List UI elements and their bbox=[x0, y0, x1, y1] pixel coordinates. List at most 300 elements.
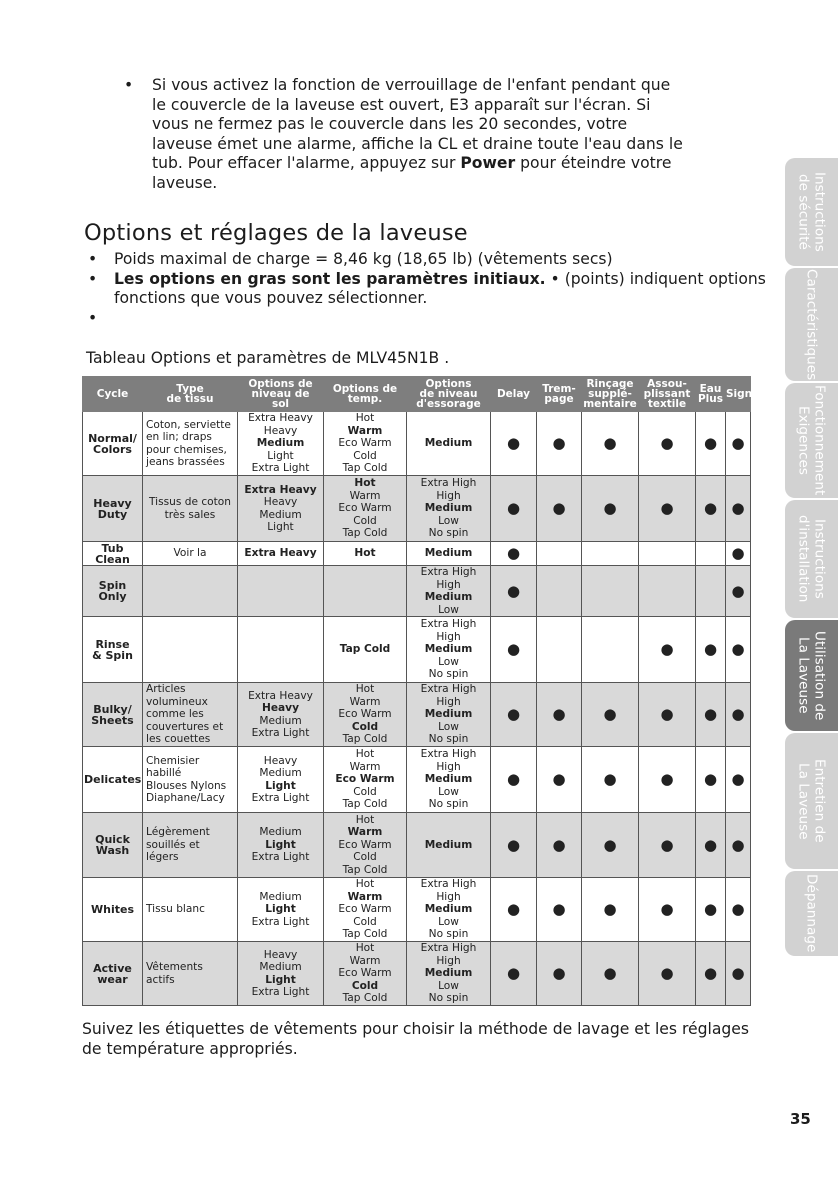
table-row bbox=[83, 617, 751, 683]
available-dot-icon: ● bbox=[731, 964, 745, 983]
side-tab-label: Dépannage bbox=[803, 874, 820, 953]
fabric-type bbox=[143, 566, 238, 617]
available-dot-icon: ● bbox=[703, 434, 718, 453]
available-dot-icon: ● bbox=[603, 705, 617, 724]
temperature-value: Hot bbox=[355, 683, 375, 696]
available-dot-icon: ● bbox=[731, 544, 745, 563]
available-dot-icon: ● bbox=[552, 705, 566, 724]
fabric-type-line: Coton, serviette bbox=[146, 418, 231, 431]
soil-level-value: Heavy bbox=[263, 496, 298, 508]
water-plus-cell bbox=[696, 683, 726, 747]
spec-empty bbox=[86, 309, 766, 329]
soil-level-value: Medium bbox=[259, 508, 302, 521]
defaults-rest-text: • (points) indiquent options fonctions que vous pouvez sélectionner. bbox=[114, 269, 766, 307]
fabric-type-line: Voir la bbox=[173, 547, 207, 560]
temperature-value: Tap Cold bbox=[339, 643, 391, 656]
cycle-name bbox=[83, 878, 143, 942]
delay-cell bbox=[491, 813, 537, 878]
soil-level-value: Medium bbox=[259, 767, 302, 779]
available-dot-icon: ● bbox=[703, 770, 718, 789]
spin-level bbox=[407, 566, 491, 617]
spin-level-value: High bbox=[436, 578, 461, 591]
side-tab-label: Fonctionnement Exigences bbox=[795, 385, 828, 496]
cycle-name bbox=[83, 617, 143, 683]
available-dot-icon: ● bbox=[506, 900, 521, 919]
available-dot-icon: ● bbox=[731, 900, 745, 919]
temperature-value: Tap Cold bbox=[342, 992, 388, 1005]
available-dot-icon: ● bbox=[603, 434, 617, 453]
table-title: Tableau Options et paramètres de MLV45N1B . bbox=[86, 349, 450, 367]
spin-level-value: No spin bbox=[428, 992, 469, 1005]
side-tab-troubleshooting[interactable] bbox=[785, 871, 838, 956]
cycle-name bbox=[83, 683, 143, 747]
available-dot-icon: ● bbox=[731, 581, 745, 600]
temperature-value: Warm bbox=[347, 424, 383, 437]
header-line: Plus bbox=[697, 393, 724, 405]
water-plus-cell bbox=[696, 942, 726, 1006]
cycle-name bbox=[83, 747, 143, 813]
child-lock-text bbox=[152, 76, 688, 193]
available-dot-icon: ● bbox=[552, 835, 566, 854]
soak-cell bbox=[537, 412, 582, 476]
page-number: 35 bbox=[790, 1110, 811, 1128]
fabric-softener-cell bbox=[639, 542, 696, 566]
temperature-value: Cold bbox=[353, 785, 377, 798]
cycle-name bbox=[83, 942, 143, 1006]
side-tab-using-washer[interactable] bbox=[785, 620, 838, 731]
header-line: Signal bbox=[726, 388, 763, 400]
column-header bbox=[324, 377, 407, 412]
fabric-type-line: actifs bbox=[146, 973, 175, 986]
spin-level-value: Low bbox=[438, 655, 459, 668]
fabric-type-line: habillé bbox=[146, 767, 182, 779]
fabric-softener-cell bbox=[639, 747, 696, 813]
spin-level-value: Extra High bbox=[420, 566, 477, 578]
spin-level-value: Low bbox=[438, 979, 459, 992]
cycle-name-line: Bulky/ bbox=[93, 702, 132, 716]
header-line: Delay bbox=[496, 388, 531, 400]
available-dot-icon: ● bbox=[506, 499, 521, 518]
delay-cell bbox=[491, 476, 537, 542]
available-dot-icon: ● bbox=[703, 900, 718, 919]
fabric-type bbox=[143, 747, 238, 813]
header-line: mentaire bbox=[583, 398, 637, 410]
available-dot-icon: ● bbox=[603, 770, 617, 789]
spec-capacity bbox=[86, 250, 766, 270]
cycle-name-line: Heavy bbox=[93, 496, 132, 510]
temperature-value: Tap Cold bbox=[342, 928, 388, 941]
available-dot-icon: ● bbox=[506, 835, 521, 854]
spin-level-value: Low bbox=[438, 785, 459, 798]
fabric-type-line: Diaphane/Lacy bbox=[146, 792, 225, 804]
soil-level-value: Light bbox=[265, 779, 296, 792]
cycle-name-line: Normal/ bbox=[88, 431, 137, 445]
soak-cell bbox=[537, 476, 582, 542]
soak-cell bbox=[537, 747, 582, 813]
delay-cell bbox=[491, 878, 537, 942]
available-dot-icon: ● bbox=[506, 964, 521, 983]
temperature bbox=[324, 813, 407, 878]
available-dot-icon: ● bbox=[552, 964, 566, 983]
temperature-value: Warm bbox=[349, 760, 381, 773]
extra-rinse-cell bbox=[582, 942, 639, 1006]
available-dot-icon: ● bbox=[703, 640, 718, 659]
header-line: Options de bbox=[332, 383, 398, 395]
table-row bbox=[83, 942, 751, 1006]
fabric-type-line: Tissu blanc bbox=[146, 903, 205, 916]
available-dot-icon: ● bbox=[552, 499, 566, 518]
header-line: d'essorage bbox=[416, 398, 481, 410]
temperature-value: Cold bbox=[351, 979, 379, 992]
cycle-name-line: Sheets bbox=[91, 713, 134, 727]
soil-level-value: Heavy bbox=[263, 948, 298, 961]
available-dot-icon: ● bbox=[731, 640, 745, 659]
fabric-type bbox=[143, 683, 238, 747]
spin-level bbox=[407, 813, 491, 878]
table-row bbox=[83, 813, 751, 878]
cycle-name-line: Duty bbox=[97, 507, 128, 521]
spin-level-value: High bbox=[436, 695, 461, 708]
soil-level-value: Extra Heavy bbox=[244, 547, 317, 560]
available-dot-icon: ● bbox=[731, 499, 745, 518]
header-line: de tissu bbox=[166, 393, 214, 405]
spin-level-value: Medium bbox=[424, 437, 473, 450]
fabric-type bbox=[143, 617, 238, 683]
extra-rinse-cell bbox=[582, 476, 639, 542]
available-dot-icon: ● bbox=[506, 705, 521, 724]
column-header bbox=[238, 377, 324, 412]
temperature bbox=[324, 683, 407, 747]
temperature-value: Tap Cold bbox=[342, 798, 388, 811]
temperature-value: Cold bbox=[353, 514, 377, 527]
header-line: Cycle bbox=[96, 388, 129, 400]
soil-level bbox=[238, 747, 324, 813]
fabric-softener-cell bbox=[639, 617, 696, 683]
spin-level-value: Low bbox=[438, 603, 459, 616]
extra-rinse-cell bbox=[582, 747, 639, 813]
temperature-value: Eco Warm bbox=[338, 903, 392, 916]
side-tab-features[interactable] bbox=[785, 268, 838, 381]
temperature bbox=[324, 566, 407, 617]
cycle-name-line: wear bbox=[97, 972, 128, 986]
header-line: Type bbox=[176, 383, 204, 395]
temperature-value: Hot bbox=[354, 477, 376, 490]
options-table bbox=[82, 376, 763, 1006]
soil-level-value: Medium bbox=[259, 826, 302, 839]
fabric-type bbox=[143, 942, 238, 1006]
extra-rinse-cell bbox=[582, 617, 639, 683]
table-row bbox=[83, 566, 751, 617]
spin-level-value: Medium bbox=[424, 903, 473, 916]
spin-level-value: No spin bbox=[428, 527, 469, 540]
temperature bbox=[324, 942, 407, 1006]
spin-level bbox=[407, 683, 491, 747]
spin-level-value: Medium bbox=[424, 838, 473, 851]
spin-level-value: High bbox=[436, 630, 461, 643]
temperature bbox=[324, 617, 407, 683]
bullet-dot: • bbox=[124, 76, 134, 94]
available-dot-icon: ● bbox=[552, 900, 566, 919]
soil-level-value: Extra Light bbox=[251, 792, 310, 804]
fabric-type bbox=[143, 412, 238, 476]
spin-level-value: High bbox=[436, 489, 461, 502]
extra-rinse-cell bbox=[582, 412, 639, 476]
temperature-value: Eco Warm bbox=[338, 967, 392, 980]
delay-cell bbox=[491, 412, 537, 476]
column-header bbox=[407, 377, 491, 412]
side-tab-label: Instructions d'installation bbox=[795, 515, 828, 603]
temperature-value: Cold bbox=[353, 449, 377, 462]
cycle-name bbox=[83, 542, 143, 566]
spin-level-value: High bbox=[436, 954, 461, 967]
available-dot-icon: ● bbox=[603, 835, 617, 854]
temperature-value: Hot bbox=[355, 942, 375, 955]
available-dot-icon: ● bbox=[506, 640, 521, 659]
cycle-name-line: Spin bbox=[98, 579, 127, 592]
fabric-type-line: en lin; draps bbox=[146, 431, 212, 443]
spin-level-value: Medium bbox=[424, 502, 473, 515]
column-header bbox=[83, 377, 143, 412]
soil-level bbox=[238, 942, 324, 1006]
fabric-type bbox=[143, 476, 238, 542]
bullet-dot: • bbox=[88, 269, 98, 288]
side-tab-label: Caractéristiques bbox=[803, 268, 820, 381]
temperature-value: Eco Warm bbox=[335, 773, 395, 786]
cycle-name-line: Quick bbox=[95, 833, 130, 846]
table-row bbox=[83, 476, 751, 542]
available-dot-icon: ● bbox=[603, 900, 617, 919]
header-line: Trem- bbox=[542, 383, 576, 395]
spec-defaults bbox=[86, 270, 766, 309]
fabric-type bbox=[143, 813, 238, 878]
spin-level-value: Extra High bbox=[420, 878, 477, 891]
signal-cell bbox=[726, 747, 751, 813]
available-dot-icon: ● bbox=[731, 705, 745, 724]
soil-level-value: Medium bbox=[259, 890, 302, 903]
fabric-type-line: comme les bbox=[146, 708, 204, 721]
delay-cell bbox=[491, 617, 537, 683]
available-dot-icon: ● bbox=[703, 835, 718, 854]
water-plus-cell bbox=[696, 813, 726, 878]
spin-level-value: Medium bbox=[424, 708, 473, 721]
side-tab-safety[interactable] bbox=[785, 158, 838, 266]
fabric-type-line: pour chemises, bbox=[146, 443, 227, 456]
table-header-row bbox=[83, 377, 751, 412]
header-line: page bbox=[544, 393, 574, 405]
available-dot-icon: ● bbox=[731, 770, 745, 789]
signal-cell bbox=[726, 683, 751, 747]
available-dot-icon: ● bbox=[506, 581, 521, 600]
spin-level-value: Low bbox=[438, 514, 459, 527]
temperature-value: Hot bbox=[355, 412, 375, 425]
soil-level bbox=[238, 542, 324, 566]
spin-level-value: No spin bbox=[428, 798, 469, 811]
header-line: sol bbox=[271, 398, 290, 410]
temperature-value: Eco Warm bbox=[338, 708, 392, 721]
available-dot-icon: ● bbox=[660, 434, 674, 453]
temperature-value: Tap Cold bbox=[342, 733, 388, 746]
cycle-name-line: & Spin bbox=[92, 648, 133, 662]
cycle-name-line: Clean bbox=[95, 552, 130, 566]
side-tab-installation[interactable] bbox=[785, 500, 838, 618]
spin-level-value: Medium bbox=[424, 643, 473, 656]
available-dot-icon: ● bbox=[703, 964, 718, 983]
temperature bbox=[324, 542, 407, 566]
spin-level-value: Extra High bbox=[420, 477, 477, 490]
soil-level bbox=[238, 617, 324, 683]
fabric-type-line: volumineux bbox=[146, 695, 208, 708]
fabric-softener-cell bbox=[639, 412, 696, 476]
side-tab-label: Utilisation de La Laveuse bbox=[795, 630, 828, 721]
temperature-value: Tap Cold bbox=[342, 863, 388, 876]
soil-level-value: Medium bbox=[259, 961, 302, 973]
water-plus-cell bbox=[696, 566, 726, 617]
water-plus-cell bbox=[696, 747, 726, 813]
available-dot-icon: ● bbox=[603, 499, 617, 518]
spin-level bbox=[407, 878, 491, 942]
delay-cell bbox=[491, 542, 537, 566]
fabric-softener-cell bbox=[639, 813, 696, 878]
available-dot-icon: ● bbox=[660, 499, 674, 518]
header-line: temp. bbox=[347, 393, 383, 405]
cycle-name-line: Tub bbox=[101, 541, 124, 555]
header-line: de niveau bbox=[419, 388, 478, 400]
available-dot-icon: ● bbox=[552, 434, 566, 453]
spin-level-value: Extra High bbox=[420, 618, 477, 631]
header-line: Options bbox=[425, 378, 472, 390]
soil-level-value: Medium bbox=[259, 714, 302, 727]
spin-level bbox=[407, 542, 491, 566]
soil-level-value: Heavy bbox=[263, 754, 298, 767]
spin-level-value: Extra High bbox=[420, 942, 477, 955]
fabric-softener-cell bbox=[639, 942, 696, 1006]
fabric-type-line: Articles bbox=[146, 683, 186, 696]
soak-cell bbox=[537, 683, 582, 747]
table-row bbox=[83, 542, 751, 566]
temperature-value: Tap Cold bbox=[342, 527, 388, 540]
temperature bbox=[324, 412, 407, 476]
soil-level bbox=[238, 878, 324, 942]
water-plus-cell bbox=[696, 412, 726, 476]
table-row bbox=[83, 747, 751, 813]
spin-level-value: No spin bbox=[428, 668, 469, 681]
delay-cell bbox=[491, 683, 537, 747]
temperature-value: Cold bbox=[351, 720, 379, 733]
available-dot-icon: ● bbox=[660, 640, 674, 659]
soil-level-value: Extra Heavy bbox=[248, 689, 313, 702]
signal-cell bbox=[726, 942, 751, 1006]
soil-level-value: Extra Light bbox=[251, 851, 310, 864]
temperature-value: Cold bbox=[353, 915, 377, 928]
available-dot-icon: ● bbox=[506, 544, 521, 563]
temperature-value: Hot bbox=[354, 547, 376, 560]
fabric-type-line: Chemisier bbox=[146, 754, 200, 767]
available-dot-icon: ● bbox=[731, 835, 745, 854]
cycle-name-line: Wash bbox=[95, 844, 130, 857]
soak-cell bbox=[537, 566, 582, 617]
extra-rinse-cell bbox=[582, 542, 639, 566]
spec-list bbox=[86, 250, 766, 328]
cycle-name bbox=[83, 412, 143, 476]
capacity-text: Poids maximal de charge = 8,46 kg (18,65 lb) (vêtements secs) bbox=[114, 250, 613, 268]
water-plus-cell bbox=[696, 476, 726, 542]
fabric-type-line: souillés et bbox=[146, 838, 200, 851]
header-line: niveau de bbox=[251, 388, 310, 400]
soil-level-value: Extra Light bbox=[251, 986, 310, 998]
cycle-name-line: Colors bbox=[93, 442, 132, 456]
header-line: Options de bbox=[248, 378, 313, 390]
extra-rinse-cell bbox=[582, 878, 639, 942]
soil-level-value: Medium bbox=[256, 437, 305, 450]
side-tab-washer-care[interactable] bbox=[785, 733, 838, 869]
column-header bbox=[639, 377, 696, 412]
signal-cell bbox=[726, 617, 751, 683]
soil-level-value: Light bbox=[265, 838, 296, 851]
spin-level bbox=[407, 617, 491, 683]
spin-level bbox=[407, 412, 491, 476]
cycle-name-line: Delicates bbox=[84, 773, 142, 786]
soil-level bbox=[238, 813, 324, 878]
fabric-type-line: légers bbox=[146, 851, 179, 864]
side-tab-label: Instructions de sécurité bbox=[795, 172, 828, 252]
side-tab-label: Entretien de La Laveuse bbox=[795, 759, 828, 843]
column-header bbox=[491, 377, 537, 412]
available-dot-icon: ● bbox=[703, 499, 718, 518]
signal-cell bbox=[726, 412, 751, 476]
available-dot-icon: ● bbox=[660, 900, 674, 919]
fabric-softener-cell bbox=[639, 878, 696, 942]
spin-level-value: Medium bbox=[424, 591, 473, 603]
spin-level-value: Low bbox=[438, 915, 459, 928]
fabric-type-line: couvertures et bbox=[146, 720, 224, 733]
signal-cell bbox=[726, 542, 751, 566]
available-dot-icon: ● bbox=[552, 770, 566, 789]
fabric-type-line: Légèrement bbox=[146, 826, 210, 839]
spin-level-value: High bbox=[436, 760, 461, 773]
soak-cell bbox=[537, 878, 582, 942]
soil-level-value: Extra Light bbox=[251, 915, 310, 928]
fabric-type bbox=[143, 878, 238, 942]
side-tab-operating-requirements[interactable] bbox=[785, 383, 838, 498]
child-lock-note bbox=[124, 76, 688, 193]
footer-note: Suivez les étiquettes de vêtements pour choisir la méthode de lavage et les réglages de température appropriés. bbox=[82, 1020, 750, 1058]
header-line: textile bbox=[647, 398, 687, 410]
temperature bbox=[324, 878, 407, 942]
delay-cell bbox=[491, 942, 537, 1006]
child-lock-text-end: pour éteindre votre laveuse. bbox=[152, 154, 672, 192]
spin-level-value: No spin bbox=[428, 733, 469, 746]
cycle-name-line: Whites bbox=[90, 903, 134, 916]
spin-level-value: Extra High bbox=[420, 748, 477, 761]
soil-level bbox=[238, 476, 324, 542]
available-dot-icon: ● bbox=[731, 434, 745, 453]
soil-level bbox=[238, 683, 324, 747]
section-title: Options et réglages de la laveuse bbox=[84, 220, 468, 246]
spin-level-value: High bbox=[436, 890, 461, 903]
temperature-value: Eco Warm bbox=[338, 838, 392, 851]
defaults-bold-text: Les options en gras sont les paramètres initiaux. bbox=[114, 269, 546, 288]
spin-level-value: Medium bbox=[424, 547, 473, 560]
table-body bbox=[83, 412, 751, 1006]
extra-rinse-cell bbox=[582, 813, 639, 878]
available-dot-icon: ● bbox=[660, 964, 674, 983]
temperature-value: Cold bbox=[353, 851, 377, 864]
header-line: Assou- bbox=[647, 378, 687, 390]
temperature-value: Hot bbox=[355, 878, 375, 891]
soil-level bbox=[238, 566, 324, 617]
fabric-softener-cell bbox=[639, 476, 696, 542]
table-row bbox=[83, 683, 751, 747]
